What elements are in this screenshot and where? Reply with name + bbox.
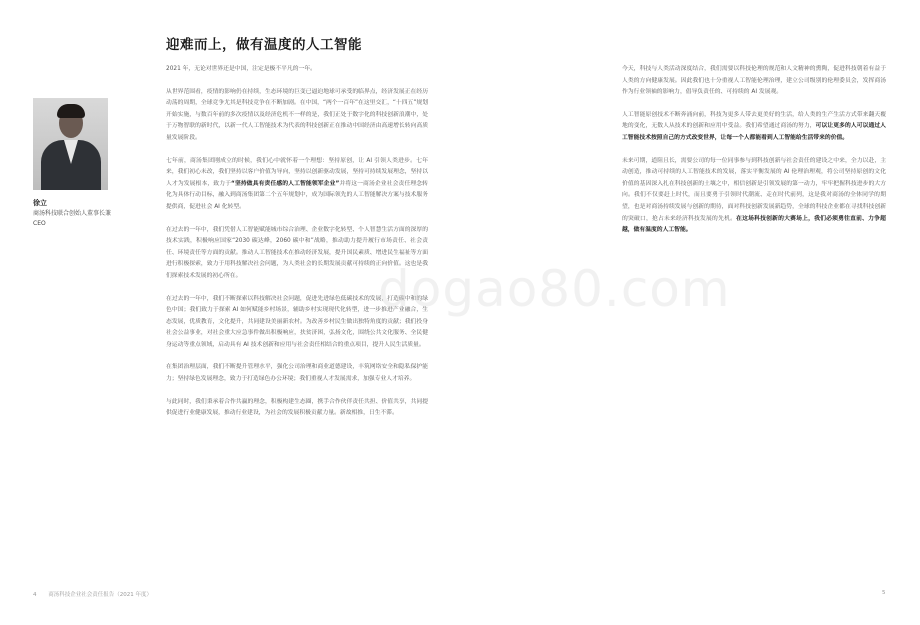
portrait-photo [33, 98, 108, 190]
paragraph: 在集团治理层面，我们不断提升管理水平，强化公司治理和商业道德建设，丰筑网络安全和隐私保护能力；坚持绿色发展理念，致力于打造绿色办公环境；我们重视人才发展需求，加强专业人才培养。 [166, 364, 428, 383]
highlight-text: “坚持做具有责任感的人工智能领军企业” [231, 180, 340, 187]
page-number-right: 5 [882, 590, 886, 596]
footer-left [33, 590, 162, 598]
paragraph: 与此同时，我们秉承着合作共赢的理念，积极构建生态圈，携手合作伙伴责任共担、价值共享，共同提供促进行业健康发展，推动行业建设，为社会的发展积极贡献力量。新故相推，日生不滞。 [166, 398, 428, 417]
highlight-text: 可以让更多的人可以通过人工智能技术按照自己的方式改变世界，让每一个人都能看到人工智能给生活带来的价值。 [622, 123, 886, 141]
paragraph: 在过去的一年中，我们不断探索以科技解决社会问题，促进先进绿色低碳技术的发展，打造碳中和的绿色中国；我们致力于探索 AI 如何赋能乡村场景，辅助乡村实现现代化转型，进一步推进产业融合，生态发展，优质教育，文化提升，共同建设美丽新农村。为改善乡村民生做出独特角度的贡献；我们投身社会公益事业，对社会重大应急事件做出积极响应，扶贫济困，弘扬文化，围绕公共文化服务、全民健身运动等重点领域，启动具有 AI 技术创新和应用与社会责任相结合的重点项目，提升人民生活质量。 [166, 295, 428, 348]
page-title: 迎难而上，做有温度的人工智能 [166, 37, 362, 53]
paragraph: 从世界范围看，疫情的影响仍在持续，生态环境的巨变已逼迫地球可承受的临界点，经济发展正在经历动荡的周期，全球竞争尤其是科技竞争在不断加剧。在中国，“两个一百年”在这里交汇，“十四五”规划开始实施，与数百年前的多次疫情以及经济危机不一样的是，我们正处于数字化的科技创新浪潮中，处于万物智联的新时代，以新一代人工智能技术为代表的科技创新正在推动中国经济由高速增长转向高质量发展阶段。 [166, 88, 428, 141]
page-number-left: 4 [33, 592, 37, 598]
paragraph: 七年前，商汤集团刚成立的时候，我们心中就怀着一个理想：坚持原创，让 AI 引领人类进步。七年来，我们初心未改，我们坚持以客户价值为导向，坚持以创新驱动发展，坚持可持续发展理念，坚持以人才为发展根本，致力于“坚持做具有责任感的人工智能领军企业”并将这一商汤企业社会责任理念转化为具体行动目标，融入到商汤集团第二个五年规划中，成为国际领先的人工智能解决方案与技术服务提供商，促进社会 AI 化转型。 [166, 157, 428, 210]
report-name: 商汤科技企业社会责任报告（2021 年度） [48, 592, 152, 598]
paragraph: 未来可期，道阻且长，需要公司的每一位同事参与到科技创新与社会责任的建设之中来，全力以赴，主动创造，推动可持续的人工智能技术的发展，落实平衡发展的 AI 伦理治理观，将公司坚持原创的文化价值的基因深入扎在科技创新的土壤之中，相信创新是引领发展的第一动力，牢牢把握科技进步的大方向。我们不仅要赶上时代，而且要勇于引领时代潮流、走在时代前列，这是我对商汤的全体同学的期望，也是对商汤持续发展与创新的期待，面对科技创新发展新趋势，全球的科技企业都在寻找科技创新的突破口，抢占未来经济科技发展的先机。在这场科技创新的大赛场上，我们必须勇往直前、力争超越，做有温度的人工智能。 [622, 157, 886, 234]
watermark: dogao80.com [378, 260, 731, 318]
left-column [166, 64, 428, 431]
right-column [622, 64, 886, 248]
paragraph: 在过去的一年中，我们凭借人工智能赋能城市综合治理、企业数字化转型、个人智慧生活方面的深厚的技术实践，积极响应国家“2030 碳达峰，2060 碳中和”战略，推动助力提升履行市场责任、社会责任、环境责任等方面的贡献。推动人工智能技术在推动经济发展，提升国民素质、增进民生福祉等方面进行积极探索，致力于用科技解决社会问题，为人类社会的长期发展贡献可持续的正向价值。这也是我们探索技术发展的初心所在。 [166, 226, 428, 279]
paragraph: 今天，科技与人类活动深度结合，我们需要以科技伦理的规范和人文精神的熏陶，促进科技朝着有益于人类的方向健康发展。因此我们也十分重视人工智能伦理治理，建立公司级别的伦理委员会，发挥商汤作为行业领袖的影响力，倡导负责任的、可持续的 AI 发展观。 [622, 66, 886, 96]
person-name: 徐立 [33, 199, 47, 207]
person-role: 商汤科技联合创始人董事长兼 CEO [33, 210, 112, 227]
paragraph: 2021 年，无论对世界还是中国，注定是极不平凡的一年。 [166, 66, 316, 72]
paragraph: 人工智能原创技术不断奔涌向前，科技为更多人带去更美好的生活，给人类的生产生活方式带来翻天覆地的变化，无数人从技术的创新和应用中受益。我们希望通过商汤的努力，可以让更多的人可以通过人工智能技术按照自己的方式改变世界，让每一个人都能看到人工智能给生活带来的价值。 [622, 111, 886, 141]
highlight-text: 在这场科技创新的大赛场上，我们必须勇往直前、力争超越，做有温度的人工智能。 [622, 215, 886, 234]
